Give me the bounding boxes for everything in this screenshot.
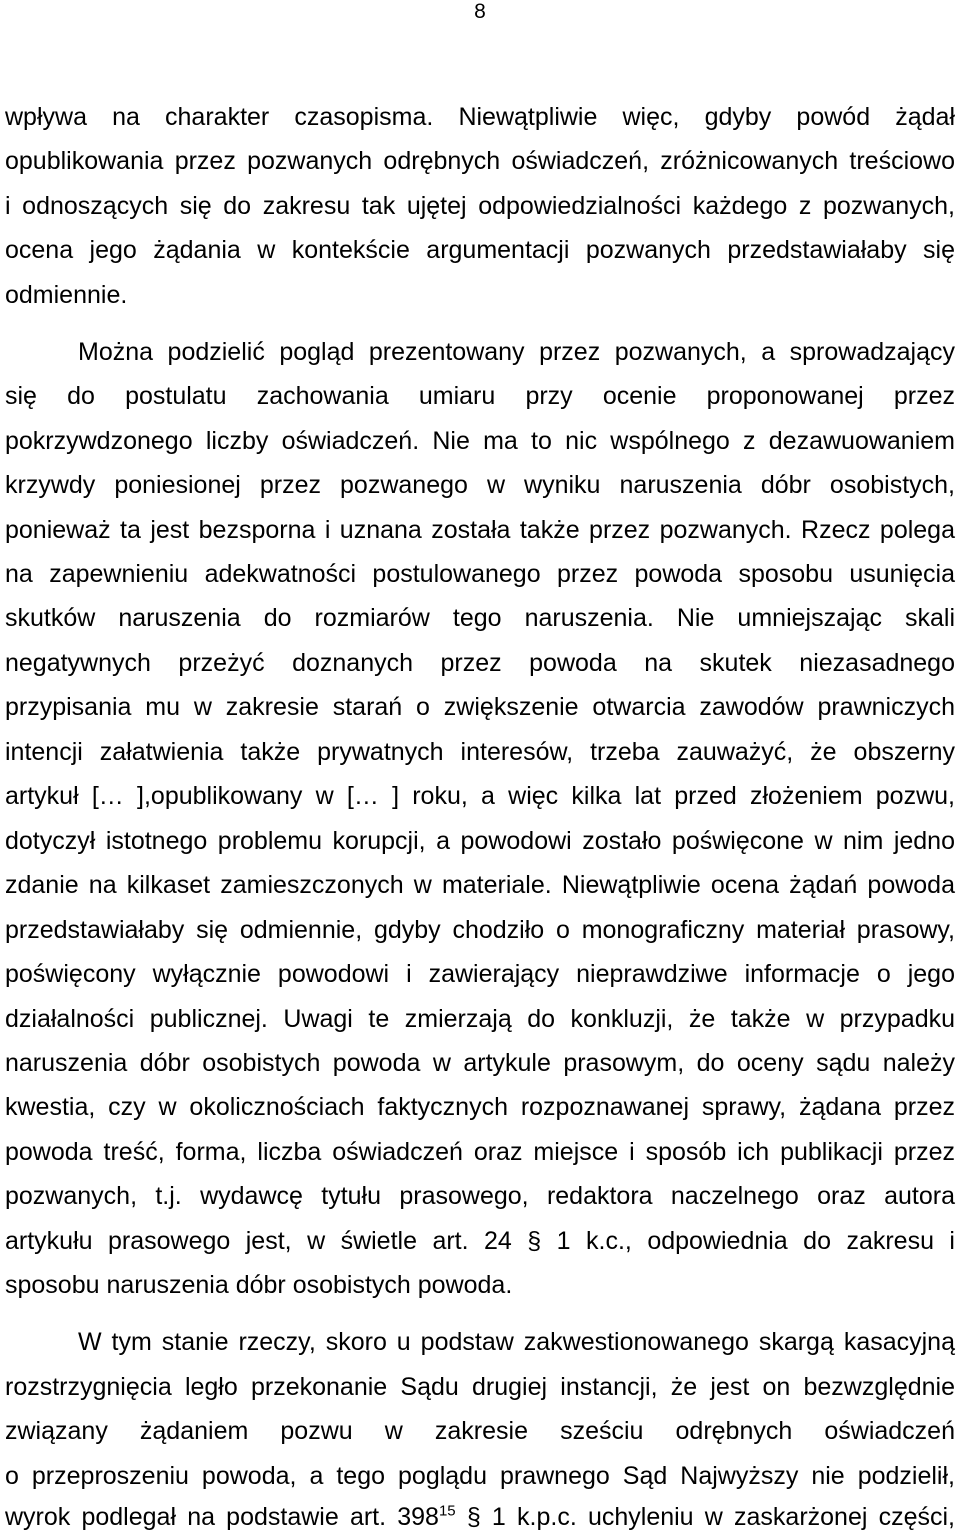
text-line: powoda treść, forma, liczba oświadczeń oraz miejsce i sposób ich publikacji przez [5, 1137, 955, 1166]
text-line: kwestia, czy w okolicznościach faktycznych rozpoznawanej sprawy, żądana przez [5, 1093, 955, 1122]
text-line: ponieważ ta jest bezsporna i uznana została także przez pozwanych. Rzecz polega [5, 515, 955, 544]
text-line: zdanie na kilkaset zamieszczonych w materiale. Niewątpliwie ocena żądań powoda [5, 871, 955, 900]
text-line: wpływa na charakter czasopisma. Niewątpliwie więc, gdyby powód żądał [5, 103, 955, 131]
text-segment: wyrok podlegał na podstawie art. 398 [5, 1503, 439, 1532]
text-line: artykuł [… ],opublikowany w [… ] roku, a więc kilka lat przed złożeniem pozwu, [5, 782, 955, 811]
text-line: poświęcony wyłącznie powodowi i zawierający nieprawdziwe informacje o jego [5, 960, 955, 989]
text-line: odmiennie. [5, 280, 128, 309]
text-line: rozstrzygnięcia legło przekonanie Sądu drugiej instancji, że jest on bezwzględnie [5, 1372, 955, 1401]
superscript: 15 [438, 1502, 456, 1520]
text-line: pokrzywdzonego liczby oświadczeń. Nie ma to nic wspólnego z dezawuowaniem [5, 426, 955, 455]
text-line: sposobu naruszenia dóbr osobistych powoda. [5, 1271, 513, 1300]
text-line: skutków naruszenia do rozmiarów tego naruszenia. Nie umniejszając skali [5, 604, 955, 633]
text-line: przedstawiałaby się odmiennie, gdyby chodziło o monograficzny materiał prasowy, [5, 915, 955, 944]
paragraph [5, 330, 955, 1308]
text-line: na zapewnieniu adekwatności postulowanego przez powoda sposobu usunięcia [5, 560, 955, 589]
text-line: przypisania mu w zakresie starań o zwiększenie otwarcia zawodów prawniczych [5, 693, 955, 722]
text-line: ocena jego żądania w kontekście argumentacji pozwanych przedstawiałaby się [5, 236, 955, 265]
text-line: Można podzielić pogląd prezentowany przez pozwanych, a sprowadzający [78, 337, 955, 366]
text-line: intencji załatwienia także prywatnych interesów, trzeba zauważyć, że obszerny [5, 737, 955, 766]
text-line: o przeproszeniu powoda, a tego poglądu prawnego Sąd Najwyższy nie podzielił, [5, 1461, 955, 1490]
text-line: opublikowania przez pozwanych odrębnych oświadczeń, zróżnicowanych treściowo [5, 147, 955, 176]
paragraph [5, 95, 955, 317]
page-number: 8 [474, 0, 486, 23]
text-line: naruszenia dóbr osobistych powoda w artykule prasowym, do oceny sądu należy [5, 1049, 955, 1078]
text-line: dotyczył istotnego problemu korupcji, a powodowi zostało poświęcone w nim jedno [5, 826, 955, 855]
text-line: krzywdy poniesionej przez pozwanego w wyniku naruszenia dóbr osobistych, [5, 471, 955, 500]
text-segment: § 1 k.p.c. uchyleniu w zaskarżonej części, [455, 1503, 955, 1532]
text-line [5, 1498, 955, 1536]
text-line: i odnoszących się do zakresu tak ujętej odpowiedzialności każdego z pozwanych, [5, 191, 955, 220]
text-line: pozwanych, t.j. wydawcę tytułu prasowego, redaktora naczelnego oraz autora [5, 1182, 955, 1211]
text-line: artykułu prasowego jest, w świetle art. 24 § 1 k.c., odpowiednia do zakresu i [5, 1226, 955, 1255]
paragraph [5, 1320, 955, 1536]
text-line: negatywnych przeżyć doznanych przez powoda na skutek niezasadnego [5, 648, 955, 677]
body-text [5, 95, 955, 1536]
text-line: się do postulatu zachowania umiaru przy ocenie proponowanej przez [5, 382, 955, 411]
text-line: związany żądaniem pozwu w zakresie sześciu odrębnych oświadczeń [5, 1417, 955, 1446]
text-line: W tym stanie rzeczy, skoro u podstaw zakwestionowanego skargą kasacyjną [78, 1328, 955, 1357]
text-line: działalności publicznej. Uwagi te zmierzają do konkluzji, że także w przypadku [5, 1004, 955, 1033]
